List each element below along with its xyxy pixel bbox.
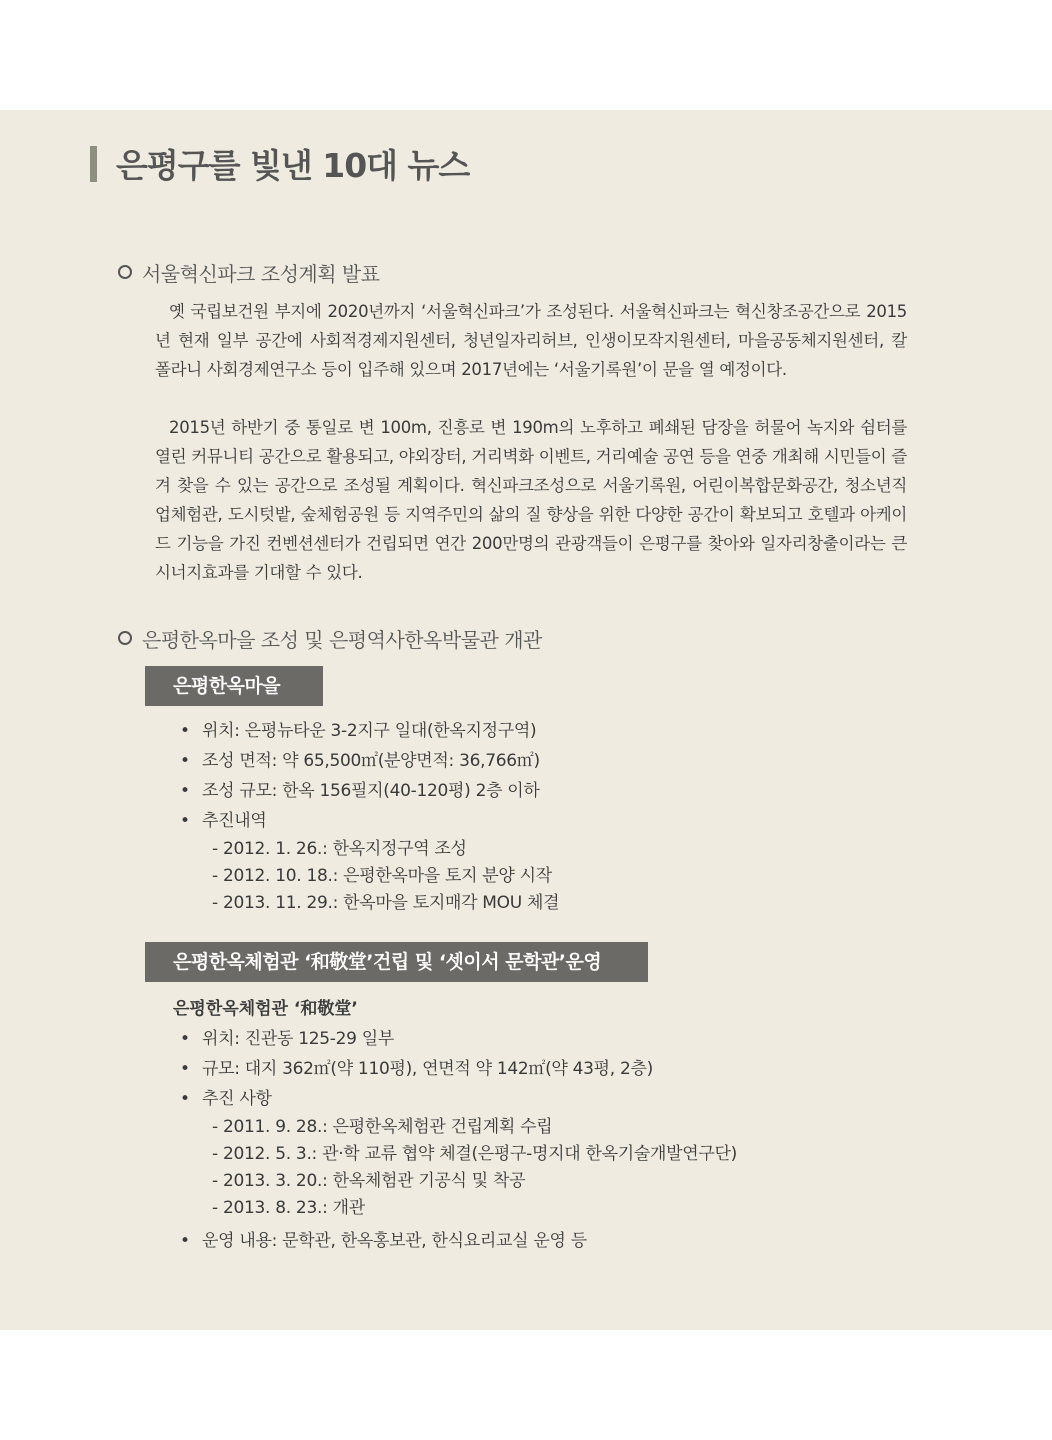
list-item-location: • 위치: 은평뉴타운 3-2지구 일대(한옥지정구역) bbox=[180, 716, 559, 746]
sub-heading-experience-hall: 은평한옥체험관 ‘和敬堂’ bbox=[173, 999, 358, 1019]
list-item-scale: • 규모: 대지 362㎡(약 110평), 연면적 약 142㎡(약 43평, 2층) bbox=[180, 1054, 737, 1084]
list-item-location: • 위치: 진관동 125-29 일부 bbox=[180, 1024, 737, 1054]
page-title: 은평구를 빛낸 10대 뉴스 bbox=[116, 146, 470, 185]
history-item: - 2012. 10. 18.: 은평한옥마을 토지 분양 시작 bbox=[212, 866, 552, 886]
section-heading-text: 서울혁신파크 조성계획 발표 bbox=[142, 262, 380, 286]
history-item: - 2013. 8. 23.: 개관 bbox=[212, 1198, 365, 1218]
paragraph-2 bbox=[155, 413, 907, 587]
section-heading-hanok-village bbox=[118, 624, 542, 653]
paragraph-2-text: 2015년 하반기 중 통일로 변 100m, 진흥로 변 190m의 노후하고 폐쇄된 담장을 허물어 녹지와 쉼터를 열린 커뮤니티 공간으로 활용되고, 야외장터, 거리벽화 이벤트, 거리예술 공연 등을 연중 개최해 시민들이 즐겨 찾을 수 있는 공간으로 조성될 계획이다. 혁신파크조성으로 서울기록원, 어린이복합문화공간, 청소년직업체험관, 도시텃밭, 숲체험공원 등 지역주민의 삶의 질 향상을 위한 다양한 공간이 확보되고 호텔과 아케이드 기능을 가진 컨벤션센터가 건립되면 연간 200만명의 관광객들이 은평구를 찾아와 일자리창출이라는 큰 시너지효과를 기대할 수 있다. bbox=[155, 418, 907, 582]
section-heading-text: 은평한옥마을 조성 및 은평역사한옥박물관 개관 bbox=[142, 628, 542, 652]
history-item: - 2012. 1. 26.: 한옥지정구역 조성 bbox=[212, 839, 467, 859]
list-item-scale: • 조성 규모: 한옥 156필지(40-120평) 2층 이하 bbox=[180, 776, 559, 806]
label-box-hanok-experience-hall: 은평한옥체험관 ‘和敬堂’건립 및 ‘셋이서 문학관’운영 bbox=[145, 942, 648, 982]
paragraph-1-text: 옛 국립보건원 부지에 2020년까지 ‘서울혁신파크’가 조성된다. 서울혁신파크는 혁신창조공간으로 2015년 현재 일부 공간에 사회적경제지원센터, 청년일자리허브, 인생이모작지원센터, 마을공동체지원센터, 칼 폴라니 사회경제연구소 등이 입주해 있으며 2017년에는 ‘서울기록원’이 문을 열 예정이다. bbox=[155, 302, 907, 379]
history-item: - 2011. 9. 28.: 은평한옥체험관 건립계획 수립 bbox=[212, 1117, 553, 1137]
circle-bullet-icon bbox=[118, 631, 132, 645]
list-item-history-label: • 추진 사항 bbox=[180, 1084, 737, 1114]
circle-bullet-icon bbox=[118, 265, 132, 279]
hanok-village-details bbox=[180, 716, 559, 917]
paragraph-1 bbox=[155, 297, 907, 384]
history-item: - 2013. 3. 20.: 한옥체험관 기공식 및 착공 bbox=[212, 1171, 526, 1191]
history-item: - 2012. 5. 3.: 관·학 교류 협약 체결(은평구-명지대 한옥기술개발연구단) bbox=[212, 1144, 737, 1164]
list-item-operation: • 운영 내용: 문학관, 한옥홍보관, 한식요리교실 운영 등 bbox=[180, 1226, 737, 1256]
list-item-area: • 조성 면적: 약 65,500㎡(분양면적: 36,766㎡) bbox=[180, 746, 559, 776]
list-item-history-label: • 추진내역 bbox=[180, 806, 559, 836]
title-accent-bar bbox=[90, 146, 97, 182]
section-heading-innovation-park bbox=[118, 258, 380, 287]
label-box-hanok-village: 은평한옥마을 bbox=[145, 666, 323, 706]
history-item: - 2013. 11. 29.: 한옥마을 토지매각 MOU 체결 bbox=[212, 893, 560, 913]
experience-hall-details bbox=[180, 1024, 737, 1256]
